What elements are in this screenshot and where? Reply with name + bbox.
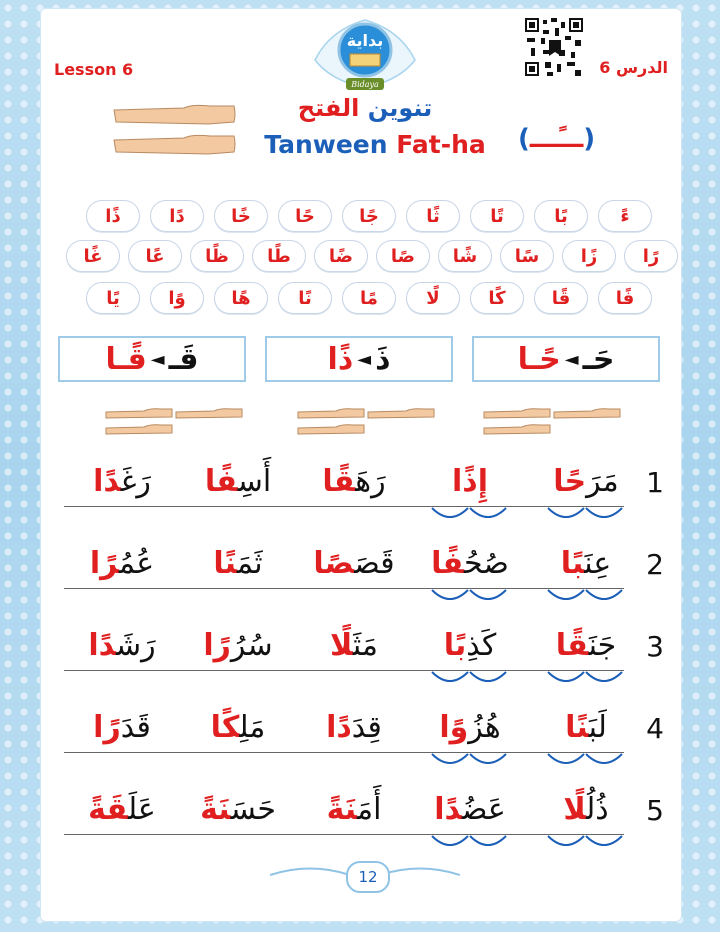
syllable-arc-icon (422, 832, 518, 862)
letter-cloud: رًا (624, 240, 678, 272)
letter-cloud: هًا (214, 282, 268, 314)
practice-word: قِدَدًا (326, 710, 382, 745)
hands-small-icon (482, 406, 622, 442)
practice-word: سُرُرًا (203, 628, 273, 663)
letter-cloud: ءً (598, 200, 652, 232)
page-number: 12 (346, 861, 390, 893)
letter-cloud: عًا (128, 240, 182, 272)
practice-word: رَشَدًا (88, 628, 156, 663)
letter-cloud: زًا (562, 240, 616, 272)
syllable-arc-icon (538, 668, 634, 698)
practice-word: مَثَلًا (330, 628, 378, 663)
letter-cloud: شًا (438, 240, 492, 272)
practice-word: جَنَقًا (538, 628, 634, 663)
lesson-label-en: Lesson 6 (54, 60, 134, 79)
practice-word: مَرَحًا (538, 464, 634, 499)
practice-word: قَدَرًا (93, 710, 151, 745)
letter-cloud: قًا (534, 282, 588, 314)
title-english: Tanween Fat-ha (264, 130, 486, 159)
practice-row (64, 786, 664, 846)
syllable-arc-icon (538, 832, 634, 862)
practice-row (64, 704, 664, 764)
letter-cloud: وًا (150, 282, 204, 314)
practice-word: رَغَدًا (93, 464, 151, 499)
practice-word: عَلَقَةً (88, 792, 156, 827)
letter-cloud: لًا (406, 282, 460, 314)
hands-small-icon (104, 406, 244, 442)
syllable-arc-icon (538, 504, 634, 534)
tanween-symbol: (ـــًـــ) (518, 124, 596, 154)
letter-cloud: كًا (470, 282, 524, 314)
letter-cloud: تًا (470, 200, 524, 232)
letter-cloud: خًا (214, 200, 268, 232)
letter-cloud: سًا (500, 240, 554, 272)
practice-row (64, 458, 664, 518)
row-number: 4 (646, 712, 664, 745)
lesson-label-ar: الدرس 6 (599, 58, 668, 77)
letter-cloud: غًا (66, 240, 120, 272)
practice-word: لَبَنًا (538, 710, 634, 745)
practice-word: مَلِكًا (210, 710, 266, 745)
syllable-arc-icon (422, 750, 518, 780)
logo-text: بداية (346, 31, 384, 50)
practice-word: قَصَصًا (313, 546, 395, 581)
letter-cloud: حًا (278, 200, 332, 232)
letter-cloud: ظًا (190, 240, 244, 272)
practice-word: كَذِبًا (422, 628, 518, 663)
row-number: 2 (646, 548, 664, 581)
letter-cloud: دًا (150, 200, 204, 232)
arrow-left-icon: ◄ (150, 348, 165, 370)
logo-sub: Bidaya (351, 80, 379, 89)
practice-word: هُزُوًا (422, 710, 518, 745)
letter-cloud: صًا (376, 240, 430, 272)
syllable-arc-icon (422, 504, 518, 534)
letter-cloud: يًا (86, 282, 140, 314)
letter-cloud: ضًا (314, 240, 368, 272)
practice-word: رَهَقًا (322, 464, 386, 499)
syllable-arc-icon (422, 668, 518, 698)
practice-word: حَسَنَةً (200, 792, 276, 827)
letter-cloud: ذًا (86, 200, 140, 232)
practice-row (64, 622, 664, 682)
practice-word: ذُلُلًا (538, 792, 634, 827)
letter-cloud: جًا (342, 200, 396, 232)
row-number: 5 (646, 794, 664, 827)
bidaya-logo (310, 10, 420, 92)
letter-cloud: نًا (278, 282, 332, 314)
title-arabic: تنوين الفتح (297, 94, 433, 122)
arrow-left-icon: ◄ (564, 348, 579, 370)
example-box: ذَ ◄ ذًا (265, 336, 453, 382)
practice-word: أَمَنَةً (326, 792, 382, 827)
practice-word: صُحُفًا (422, 546, 518, 581)
syllable-arc-icon (422, 586, 518, 616)
practice-word: عِنَبًا (538, 546, 634, 581)
practice-word: ثَمَنًا (213, 546, 263, 581)
practice-word: عُمُرًا (89, 546, 155, 581)
syllable-arc-icon (538, 586, 634, 616)
row-number: 1 (646, 466, 664, 499)
letter-cloud: ثًا (406, 200, 460, 232)
hands-pointing-icon (112, 100, 238, 162)
letter-cloud: مًا (342, 282, 396, 314)
practice-word: أَسِفًا (204, 464, 272, 499)
arrow-left-icon: ◄ (357, 348, 372, 370)
letter-cloud: فًا (598, 282, 652, 314)
letter-cloud: طًا (252, 240, 306, 272)
hands-small-icon (296, 406, 436, 442)
syllable-arc-icon (538, 750, 634, 780)
practice-row (64, 540, 664, 600)
letter-cloud: بًا (534, 200, 588, 232)
practice-word: عَضُدًا (422, 792, 518, 827)
practice-word: إِذًا (422, 464, 518, 499)
qr-code[interactable] (523, 16, 585, 78)
example-box: قَـ ◄ قًـا (58, 336, 246, 382)
row-number: 3 (646, 630, 664, 663)
content-panel (40, 8, 682, 922)
example-box: حَـ ◄ حًـا (472, 336, 660, 382)
